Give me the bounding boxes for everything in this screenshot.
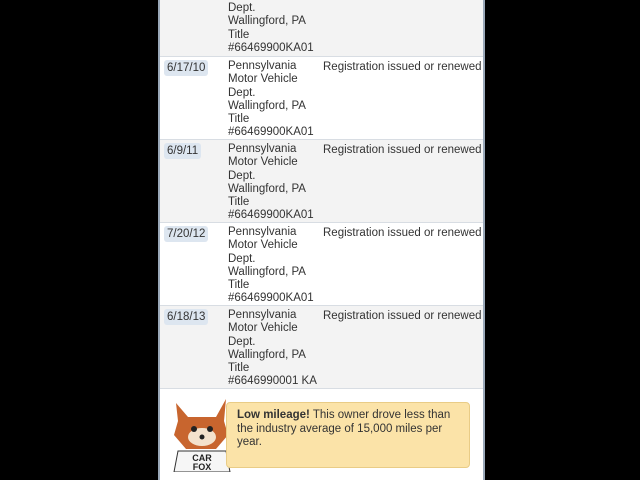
source-line: Pennsylvania xyxy=(228,309,297,321)
source-line: Motor Vehicle xyxy=(228,322,298,335)
table-row xyxy=(160,223,483,306)
source-line: Title xyxy=(228,196,250,209)
record-source xyxy=(228,2,314,55)
record-comment: Registration issued or renewed xyxy=(323,61,482,73)
source-line: Dept. xyxy=(228,86,256,99)
vehicle-history-panel xyxy=(158,0,485,480)
source-line: Pennsylvania xyxy=(228,143,297,155)
source-line: Motor Vehicle xyxy=(228,156,298,169)
source-line: #66469900KA01 xyxy=(228,292,314,305)
svg-text:CAR: CAR xyxy=(192,453,212,463)
source-line: Wallingford, PA xyxy=(228,182,306,195)
source-line: Dept. xyxy=(228,169,256,182)
source-line: Wallingford, PA xyxy=(228,348,306,361)
record-comment: Registration issued or renewed xyxy=(323,310,482,322)
source-line: Dept. xyxy=(228,2,256,14)
table-row xyxy=(160,0,483,57)
source-line: Dept. xyxy=(228,335,256,348)
table-row xyxy=(160,306,483,389)
source-line: Title xyxy=(228,279,250,292)
source-line: Wallingford, PA xyxy=(228,265,306,278)
record-date: 6/18/13 xyxy=(164,309,208,325)
source-line: Title xyxy=(228,28,250,41)
table-row xyxy=(160,140,483,223)
record-date: 7/20/12 xyxy=(164,226,208,242)
source-line: Pennsylvania xyxy=(228,60,297,72)
source-line: Wallingford, PA xyxy=(228,15,306,28)
record-source xyxy=(228,309,317,389)
note-title: Low mileage! xyxy=(237,409,310,421)
record-comment: Registration issued or renewed xyxy=(323,227,482,239)
source-line: #66469900KA01 xyxy=(228,209,314,222)
source-line: Dept. xyxy=(228,252,256,265)
record-source xyxy=(228,60,314,140)
source-line: #6646990001 KA xyxy=(228,375,317,388)
svg-text:FOX: FOX xyxy=(192,462,212,472)
record-source xyxy=(228,226,314,306)
source-line: Pennsylvania xyxy=(228,226,297,238)
source-line: Motor Vehicle xyxy=(228,239,298,252)
record-date: 6/17/10 xyxy=(164,60,208,76)
source-line: Title xyxy=(228,113,250,126)
source-line: #66469900KA01 xyxy=(228,126,314,139)
source-line: Motor Vehicle xyxy=(228,73,298,86)
source-line: #66469900KA01 xyxy=(228,41,314,54)
record-source xyxy=(228,143,314,223)
record-comment: Registration issued or renewed xyxy=(323,144,482,156)
record-date: 6/9/11 xyxy=(164,143,201,159)
table-row xyxy=(160,57,483,140)
low-mileage-note xyxy=(226,402,470,468)
source-line: Title xyxy=(228,362,250,375)
note-text: This owner drove less than the industry average of 15,000 miles per year. xyxy=(237,409,451,448)
source-line: Wallingford, PA xyxy=(228,99,306,112)
